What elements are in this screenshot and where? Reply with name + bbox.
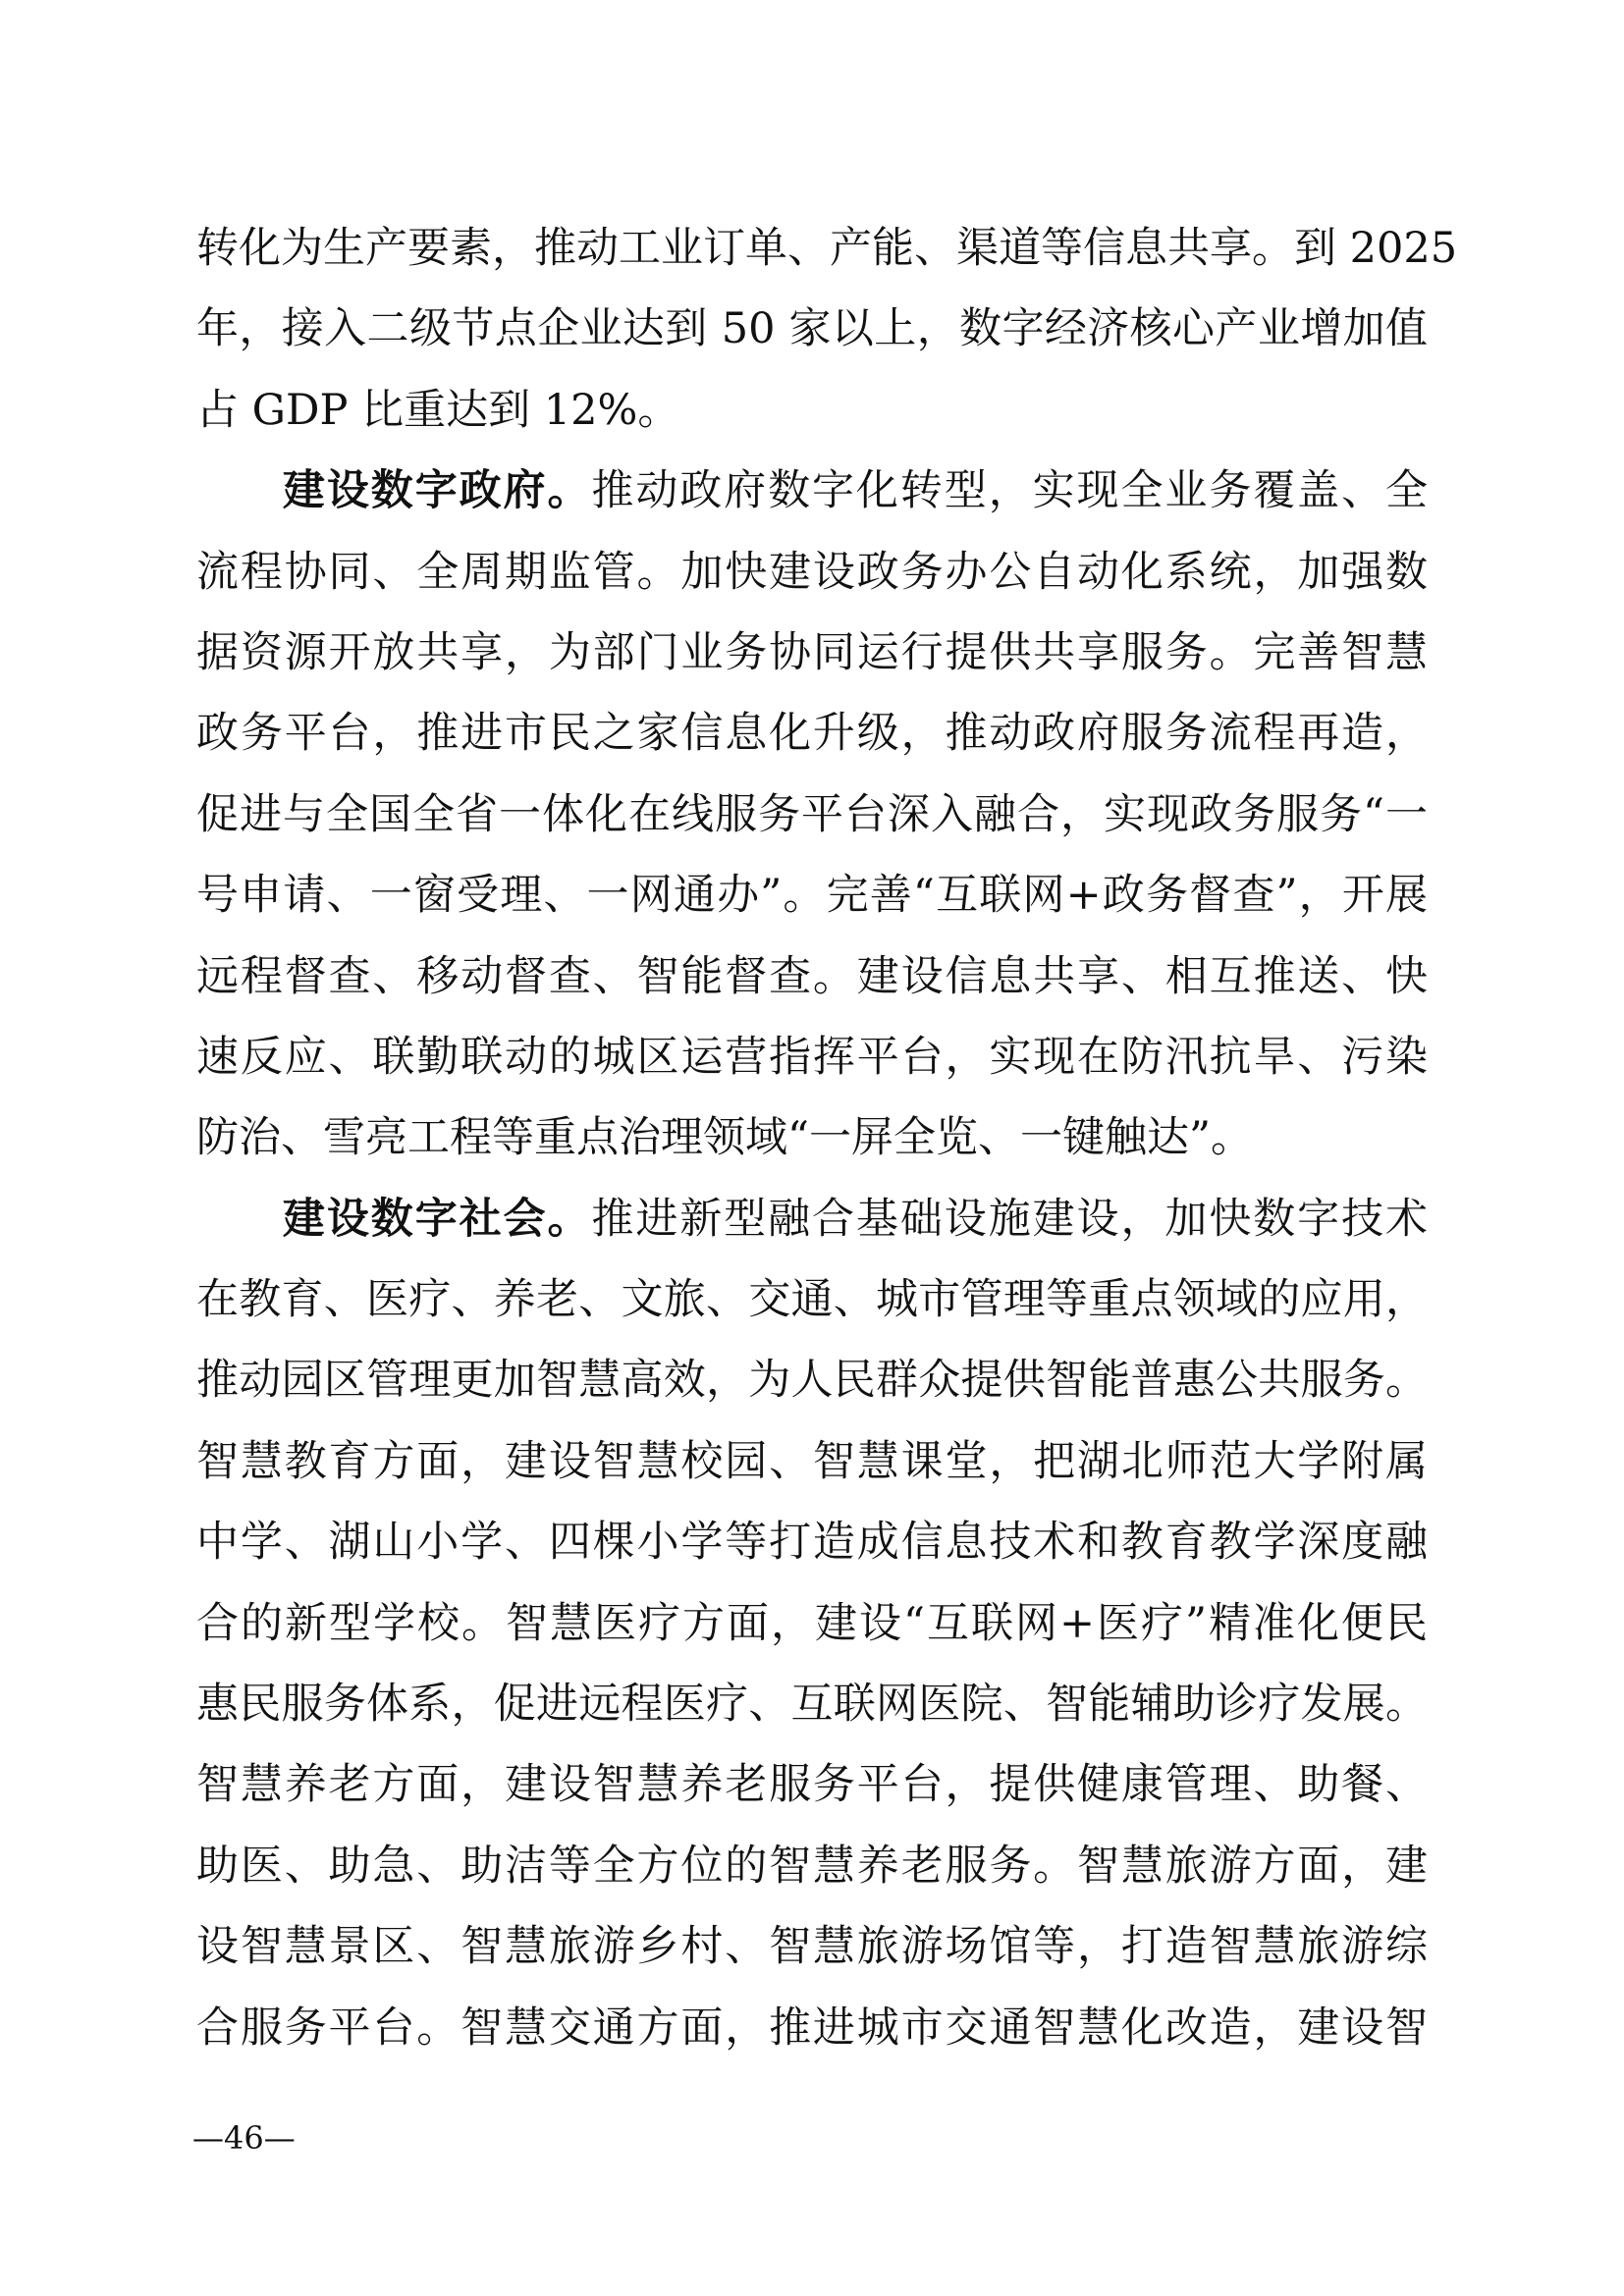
paragraph-2 — [196, 451, 1428, 1179]
text-line: 推动园区管理更加智慧高效，为人民群众提供智能普惠公共服务。 — [196, 1356, 1428, 1406]
text-line: 政务平台，推进市民之家信息化升级，推动政府服务流程再造， — [196, 709, 1428, 759]
text-line: 中学、湖山小学、四棵小学等打造成信息技术和教育教学深度融 — [196, 1518, 1428, 1568]
text-line — [196, 451, 1428, 531]
text-line: 合服务平台。智慧交通方面，推进城市交通智慧化改造，建设智 — [196, 2002, 1428, 2053]
body-text — [196, 208, 1458, 2068]
text-line: 智慧养老方面，建设智慧养老服务平台，提供健康管理、助餐、 — [196, 1760, 1428, 1810]
text-line: 在教育、医疗、养老、文旅、交通、城市管理等重点领域的应用， — [196, 1275, 1428, 1325]
text-line: 号申请、一窗受理、一网通办”。完善“互联网+政务督查”，开展 — [196, 871, 1428, 921]
text-line: 智慧教育方面，建设智慧校园、智慧课堂，把湖北师范大学附属 — [196, 1436, 1428, 1486]
page-number: —46— — [192, 2119, 296, 2157]
text-run: 推动政府数字化转型，实现全业务覆盖、全 — [591, 466, 1429, 516]
text-line: 流程协同、全周期监管。加快建设政务办公自动化系统，加强数 — [196, 547, 1428, 597]
paragraph-1 — [196, 208, 1458, 451]
text-line: 助医、助急、助洁等全方位的智慧养老服务。智慧旅游方面，建 — [196, 1841, 1428, 1891]
text-line: 促进与全国全省一体化在线服务平台深入融合，实现政务服务“一 — [196, 789, 1428, 839]
text-line: 惠民服务体系，促进远程医疗、互联网医院、智能辅助诊疗发展。 — [196, 1680, 1428, 1730]
paragraph-heading-digital-society: 建设数字社会。 — [281, 1194, 592, 1244]
text-line: 转化为生产要素，推动工业订单、产能、渠道等信息共享。到 2025 — [196, 224, 1458, 273]
text-line: 据资源开放共享，为部门业务协同运行提供共享服务。完善智慧 — [196, 627, 1428, 677]
paragraph-3 — [196, 1179, 1428, 2068]
text-line: 防治、雪亮工程等重点治理领域“一屏全览、一键触达”。 — [196, 1113, 1253, 1163]
text-line: 合的新型学校。智慧医疗方面，建设“互联网+医疗”精准化便民 — [196, 1598, 1428, 1648]
text-run: 推进新型融合基础设施建设，加快数字技术 — [591, 1194, 1429, 1244]
text-line: 占 GDP 比重达到 12%。 — [196, 385, 680, 435]
paragraph-heading-digital-government: 建设数字政府。 — [281, 466, 592, 516]
text-line: 设智慧景区、智慧旅游乡村、智慧旅游场馆等，打造智慧旅游综 — [196, 1922, 1428, 1972]
text-line: 年，接入二级节点企业达到 50 家以上，数字经济核心产业增加值 — [196, 304, 1428, 354]
text-line: 速反应、联勤联动的城区运营指挥平台，实现在防汛抗旱、污染 — [196, 1032, 1428, 1082]
text-line: 远程督查、移动督查、智能督查。建设信息共享、相互推送、快 — [196, 951, 1428, 1001]
text-line — [196, 1179, 1428, 1259]
